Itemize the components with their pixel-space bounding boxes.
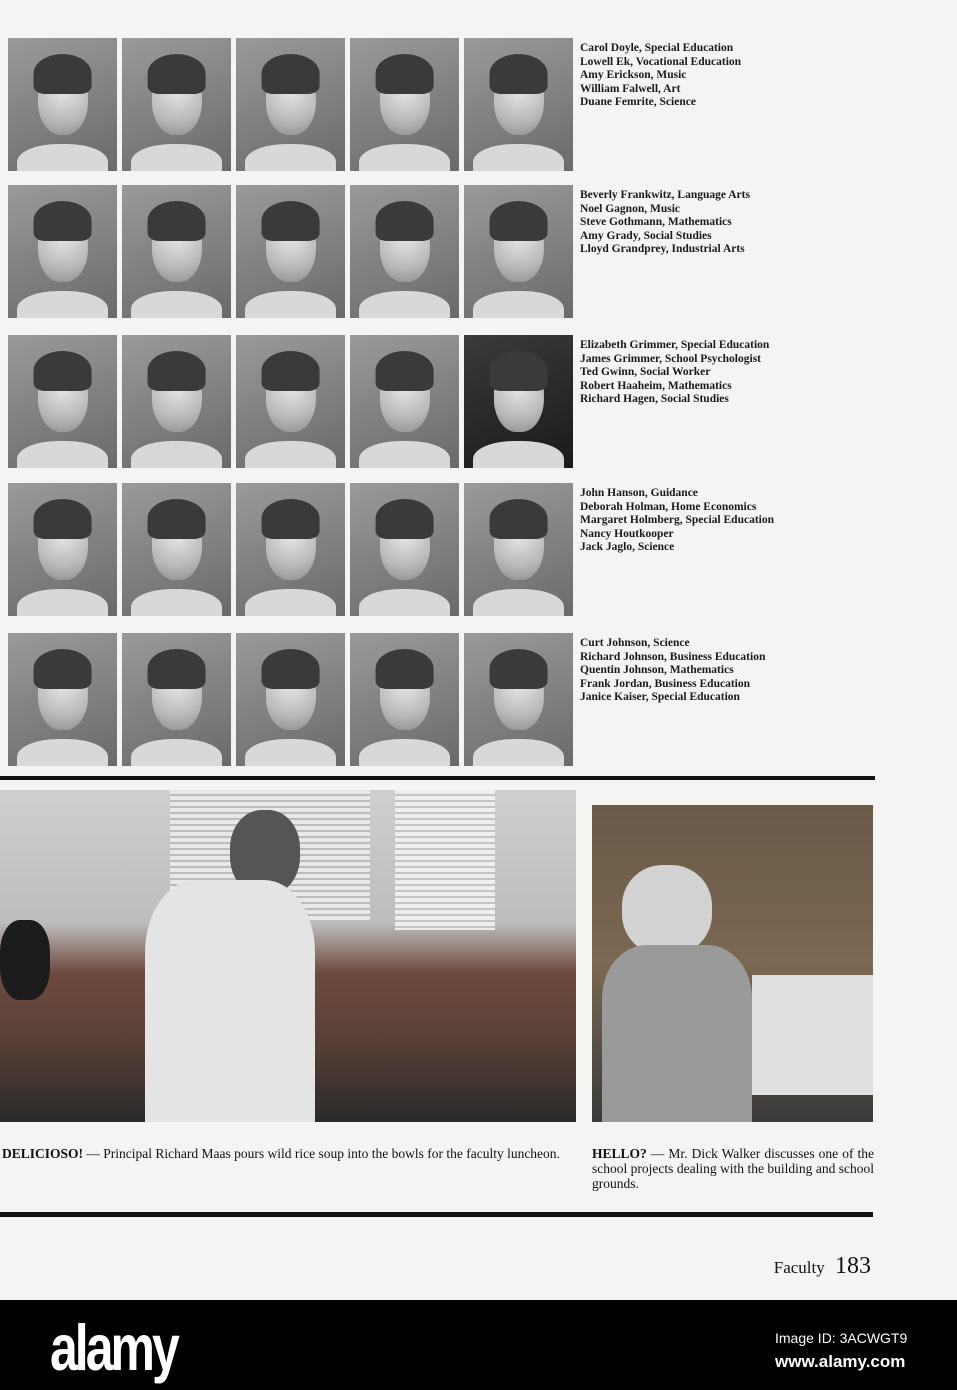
watermark-logo: alamy: [50, 1311, 177, 1385]
faculty-portrait: [236, 185, 345, 318]
caption-left: [2, 1146, 572, 1161]
folio: [774, 1253, 871, 1280]
faculty-name: Amy Erickson, Music: [580, 69, 687, 82]
faculty-name-list: [580, 189, 750, 257]
faculty-portrait: [8, 335, 117, 468]
caption-left-lead: DELICIOSO!: [2, 1146, 84, 1161]
folio-section: Faculty: [773, 1258, 825, 1277]
faculty-name: Frank Jordan, Business Education: [580, 677, 750, 690]
portrait-row: [8, 633, 573, 766]
faculty-portrait: [8, 633, 117, 766]
faculty-portrait: [122, 633, 231, 766]
faculty-name-list: [580, 487, 774, 555]
watermark-footer: [0, 1300, 957, 1390]
faculty-portrait: [464, 483, 573, 616]
caption-right-text: — Mr. Dick Walker discusses one of the school projects dealing with the building and school grounds.: [592, 1146, 874, 1191]
faculty-name: James Grimmer, School Psychologist: [580, 352, 762, 365]
faculty-portrait: [236, 38, 345, 171]
watermark-image-id: Image ID: 3ACWGT9: [775, 1330, 908, 1346]
faculty-portrait: [236, 483, 345, 616]
faculty-portrait: [122, 335, 231, 468]
faculty-name: Janice Kaiser, Special Education: [580, 691, 740, 704]
faculty-portrait: [8, 38, 117, 171]
faculty-name-list: [580, 42, 741, 110]
portrait-row: [8, 335, 573, 468]
portrait-row: [8, 38, 573, 171]
caption-right-lead: HELLO?: [592, 1146, 647, 1161]
faculty-name: Margaret Holmberg, Special Education: [580, 514, 774, 527]
faculty-portrait: [122, 483, 231, 616]
caption-left-text: — Principal Richard Maas pours wild rice soup into the bowls for the faculty luncheon.: [83, 1146, 560, 1161]
photo-walker-on-phone: [592, 805, 873, 1122]
faculty-portrait: [350, 335, 459, 468]
faculty-name: Richard Johnson, Business Education: [580, 650, 766, 663]
faculty-name: Quentin Johnson, Mathematics: [580, 664, 734, 677]
faculty-portrait: [464, 633, 573, 766]
faculty-name-list: [580, 637, 765, 705]
faculty-name: Lowell Ek, Vocational Education: [580, 55, 742, 68]
faculty-portrait: [8, 185, 117, 318]
faculty-name: Robert Haaheim, Mathematics: [580, 379, 732, 392]
faculty-name: Nancy Houtkooper: [580, 527, 674, 540]
faculty-name: Lloyd Grandprey, Industrial Arts: [580, 243, 745, 256]
photo-principal-serving-soup: [0, 790, 576, 1122]
folio-page: 183: [835, 1253, 871, 1279]
faculty-name: Steve Gothmann, Mathematics: [580, 216, 732, 229]
faculty-name: Richard Hagen, Social Studies: [580, 393, 729, 406]
caption-right: [592, 1146, 874, 1191]
faculty-name: John Hanson, Guidance: [580, 487, 698, 499]
faculty-name: Carol Doyle, Special Education: [580, 42, 734, 54]
faculty-portrait: [122, 38, 231, 171]
faculty-portrait: [350, 185, 459, 318]
faculty-portrait: [122, 185, 231, 318]
faculty-portrait: [236, 335, 345, 468]
faculty-name: Jack Jaglo, Science: [580, 541, 675, 554]
faculty-portrait: [464, 335, 573, 468]
faculty-name: Deborah Holman, Home Economics: [580, 500, 757, 513]
faculty-portrait: [350, 483, 459, 616]
faculty-portrait: [350, 38, 459, 171]
faculty-name: Beverly Frankwitz, Language Arts: [580, 189, 750, 201]
portrait-row: [8, 185, 573, 318]
faculty-name: William Falwell, Art: [580, 82, 681, 95]
faculty-name: Curt Johnson, Science: [580, 637, 690, 649]
faculty-name-list: [580, 339, 769, 407]
section-divider-bottom: [0, 1212, 873, 1217]
faculty-portrait: [350, 633, 459, 766]
watermark-url: www.alamy.com: [775, 1352, 906, 1371]
faculty-name: Duane Femrite, Science: [580, 96, 696, 109]
faculty-name: Elizabeth Grimmer, Special Education: [580, 339, 770, 351]
faculty-name: Ted Gwinn, Social Worker: [580, 366, 711, 379]
faculty-name: Noel Gagnon, Music: [580, 202, 680, 215]
faculty-name: Amy Grady, Social Studies: [580, 229, 712, 242]
faculty-portrait: [8, 483, 117, 616]
faculty-portrait: [464, 38, 573, 171]
faculty-portrait: [236, 633, 345, 766]
faculty-portrait: [464, 185, 573, 318]
portrait-row: [8, 483, 573, 616]
section-divider-top: [0, 776, 875, 780]
